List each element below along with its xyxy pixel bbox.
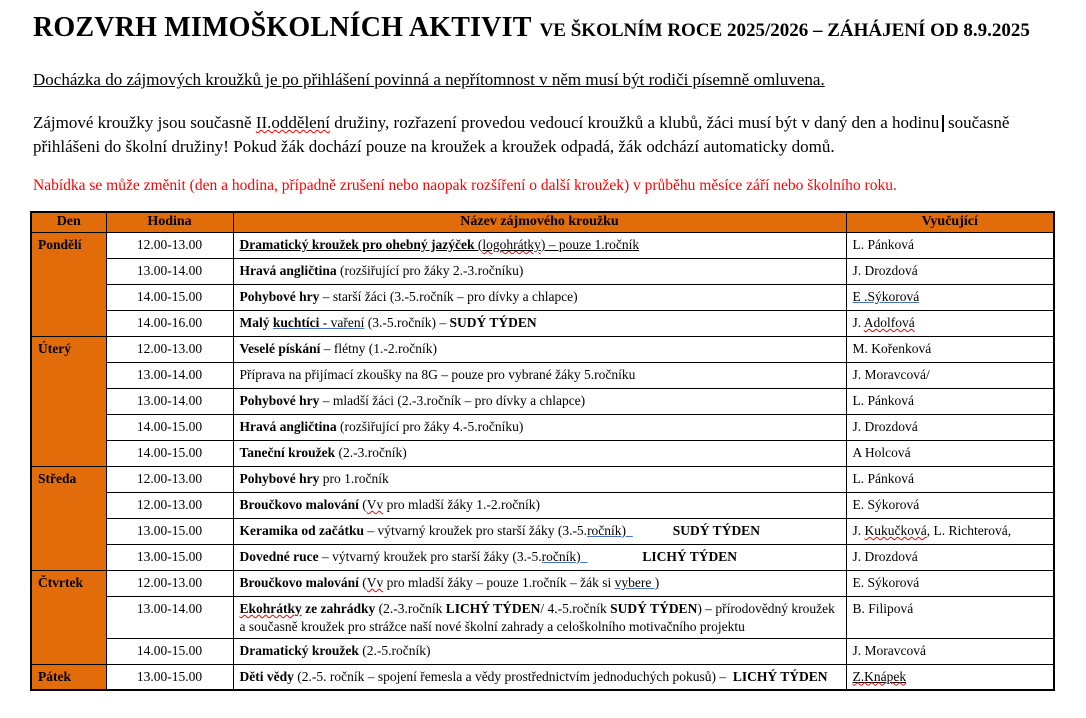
activity-cell — [233, 310, 846, 336]
activity-cell — [233, 544, 846, 570]
table-body — [31, 232, 1054, 690]
text-segment: ( — [358, 496, 367, 512]
time-cell: 13.00-14.00 — [106, 388, 233, 414]
time-cell: 13.00-15.00 — [106, 544, 233, 570]
text-segment: – výtvarný kroužek pro starší žáky (3.-5. — [364, 522, 588, 538]
table-row — [31, 414, 1054, 440]
text-segment: ) – pouze 1.ročník — [540, 236, 640, 252]
text-segment: B. Filipová — [852, 600, 914, 616]
text-segment: Děti vědy — [239, 668, 294, 684]
text-segment: – výtvarný kroužek pro starší žáky (3.-5. — [318, 548, 542, 564]
text-segment: Keramika od začátku — [239, 522, 364, 538]
text-segment: II.oddělení — [255, 113, 330, 133]
activity-cell — [233, 388, 846, 414]
teacher-cell — [846, 258, 1054, 284]
text-segment: pro mladší žáky – pouze 1.ročník – žák si — [383, 574, 615, 590]
title-line — [33, 12, 1053, 44]
text-segment: Příprava na přijímací zkoušky na 8G – pouze pro vybrané žáky 5.ročníku — [239, 366, 636, 382]
header-row — [31, 212, 1054, 233]
schedule-notice: Nabídka se může změnit (den a hodina, případně zrušení nebo naopak rozšíření o další kroužek) v průběhu měsíce září nebo školního roku. — [33, 177, 897, 195]
time-cell: 13.00-14.00 — [106, 258, 233, 284]
teacher-cell — [846, 414, 1054, 440]
text-segment: Veselé pískání — [239, 340, 321, 356]
text-segment: Pohybové hry — [239, 470, 320, 486]
text-segment: LICHÝ TÝDEN — [445, 600, 541, 616]
day-cell--tvrtek: Čtvrtek — [31, 570, 106, 664]
time-cell: 12.00-13.00 — [106, 570, 233, 596]
teacher-cell — [846, 664, 1054, 690]
text-segment: SUDÝ TÝDEN — [672, 522, 760, 538]
table-row — [31, 664, 1054, 690]
text-segment: (2.-3.ročník — [375, 600, 446, 616]
text-segment: J. Drozdová — [852, 548, 918, 564]
table-row — [31, 544, 1054, 570]
activity-cell — [233, 596, 846, 638]
teacher-cell — [846, 570, 1054, 596]
page-title: ROZVRH MIMOŠKOLNÍCH AKTIVIT — [33, 12, 532, 43]
time-cell: 13.00-15.00 — [106, 518, 233, 544]
table-row — [31, 388, 1054, 414]
text-segment: Vv — [366, 574, 384, 590]
text-segment: (2.-5.ročník) — [358, 642, 431, 658]
text-segment: Dovedné ruce — [239, 548, 319, 564]
table-row — [31, 596, 1054, 638]
activity-cell — [233, 492, 846, 518]
text-segment: E. Sýkorová — [852, 496, 920, 512]
table-row — [31, 466, 1054, 492]
text-segment: kuchtíci — [272, 314, 320, 330]
page-subtitle: VE ŠKOLNÍM ROCE 2025/2026 – ZÁHÁJENÍ OD 8.9.2025 — [539, 20, 1030, 41]
text-segment: L. Pánková — [852, 392, 914, 408]
time-cell: 14.00-15.00 — [106, 414, 233, 440]
text-segment: ročník) — [587, 522, 633, 538]
table-row — [31, 362, 1054, 388]
text-segment: SUDÝ TÝDEN — [610, 600, 698, 616]
table-header — [31, 212, 1054, 233]
time-cell: 14.00-15.00 — [106, 284, 233, 310]
text-segment: Pohybové hry — [239, 392, 320, 408]
time-cell: 14.00-16.00 — [106, 310, 233, 336]
text-segment: ( — [358, 574, 367, 590]
text-segment: SUDÝ TÝDEN — [449, 314, 537, 330]
table-row — [31, 638, 1054, 664]
activity-cell — [233, 414, 846, 440]
table-row — [31, 492, 1054, 518]
activity-cell — [233, 518, 846, 544]
time-cell: 12.00-13.00 — [106, 232, 233, 258]
text-segment: LICHÝ TÝDEN — [732, 668, 828, 684]
day-cell--ter-: Úterý — [31, 336, 106, 466]
text-segment: Z.Knápek — [852, 668, 907, 684]
text-segment: Broučkovo malování — [239, 496, 359, 512]
text-segment: pro 1.ročník — [319, 470, 389, 486]
text-segment: L. Pánková — [852, 236, 914, 252]
text-segment: – mladší žáci (2.-3.ročník – pro dívky a chlapce) — [319, 392, 586, 408]
text-segment: Kukučková — [864, 522, 927, 538]
text-segment: E. Sýkorová — [852, 574, 920, 590]
text-segment: (2.-5. ročník – spojení řemesla a vědy prostřednictvím jednoduchých pokusů) – — [293, 668, 733, 684]
time-cell: 12.00-13.00 — [106, 466, 233, 492]
activity-cell — [233, 664, 846, 690]
teacher-cell — [846, 492, 1054, 518]
text-segment: , L. Richterová, — [926, 522, 1012, 538]
table-row — [31, 518, 1054, 544]
text-segment: (2.-3.ročník) — [335, 444, 407, 460]
text-segment: J. — [852, 314, 864, 330]
table-row — [31, 570, 1054, 596]
table-row — [31, 440, 1054, 466]
teacher-cell — [846, 638, 1054, 664]
time-cell: 14.00-15.00 — [106, 638, 233, 664]
text-segment: logohrátky — [482, 236, 541, 252]
teacher-cell — [846, 388, 1054, 414]
activity-cell — [233, 362, 846, 388]
text-segment: (rozšiřující pro žáky 2.-3.ročníku) — [336, 262, 524, 278]
teacher-cell — [846, 518, 1054, 544]
day-cell-p-tek: Pátek — [31, 664, 106, 690]
text-segment: Taneční kroužek — [239, 444, 336, 460]
day-cell-st-eda: Středa — [31, 466, 106, 570]
text-segment: ( — [474, 236, 483, 252]
activity-cell — [233, 440, 846, 466]
activity-cell — [233, 336, 846, 362]
activity-cell — [233, 466, 846, 492]
text-segment: Hravá angličtina — [239, 418, 337, 434]
teacher-cell — [846, 440, 1054, 466]
activity-cell — [233, 284, 846, 310]
text-segment: J. Moravcová — [852, 642, 926, 658]
activity-cell — [233, 258, 846, 284]
text-segment: Dramatický kroužek — [239, 642, 359, 658]
text-segment: – flétny (1.-2.ročník) — [320, 340, 437, 356]
text-segment: J. Moravcová/ — [852, 366, 930, 382]
text-segment: M. Kořenková — [852, 340, 932, 356]
text-segment: Broučkovo malování — [239, 574, 359, 590]
day-cell-pond-l-: Pondělí — [31, 232, 106, 336]
text-segment: (3.-5.ročník) – — [364, 314, 450, 330]
text-segment: Hravá angličtina — [239, 262, 337, 278]
text-segment: vybere ) — [614, 574, 660, 590]
teacher-cell — [846, 596, 1054, 638]
table-row — [31, 258, 1054, 284]
text-segment: L. Pánková — [852, 470, 914, 486]
text-segment: / 4.-5.ročník — [540, 600, 611, 616]
schedule-table — [30, 211, 1055, 691]
text-segment: Zájmové kroužky jsou současně — [33, 113, 256, 133]
text-segment: ročník) — [541, 548, 588, 564]
text-segment: A Holcová — [852, 444, 911, 460]
text-segment: družiny, rozřazení provedou vedoucí kroužků a klubů, žáci musí být v daný den a hodinu — [329, 113, 940, 133]
table-row — [31, 284, 1054, 310]
text-segment: ) – přírodovědný kroužek a současně kroužek pro strážce naší nové školní zahrady a celoškolního motivačního projektu — [239, 600, 835, 634]
teacher-cell — [846, 310, 1054, 336]
teacher-cell — [846, 466, 1054, 492]
table-row — [31, 336, 1054, 362]
teacher-cell — [846, 284, 1054, 310]
time-cell: 14.00-15.00 — [106, 440, 233, 466]
text-segment: J. Drozdová — [852, 418, 918, 434]
text-segment: LICHÝ TÝDEN — [642, 548, 738, 564]
text-segment: J. — [852, 522, 865, 538]
table-row — [31, 232, 1054, 258]
column-header-vyu-uj-c-: Vyučující — [846, 212, 1054, 233]
table-row — [31, 310, 1054, 336]
time-cell: 12.00-13.00 — [106, 492, 233, 518]
text-segment: - vaření — [319, 314, 365, 330]
text-segment: Pohybové hry — [239, 288, 320, 304]
text-segment: Ekohrátky — [239, 600, 302, 616]
activity-cell — [233, 570, 846, 596]
time-cell: 13.00-14.00 — [106, 362, 233, 388]
text-segment: Malý — [239, 314, 273, 330]
activity-cell — [233, 638, 846, 664]
text-segment: ze zahrádky — [301, 600, 376, 616]
column-header-n-zev-z-jmov-ho-krou-ku: Název zájmového kroužku — [233, 212, 846, 233]
time-cell: 13.00-15.00 — [106, 664, 233, 690]
time-cell: 12.00-13.00 — [106, 336, 233, 362]
teacher-cell — [846, 336, 1054, 362]
text-segment: současně přihlášeni do školní družiny! Pokud žák dochází pouze na kroužek a kroužek odpadá, žák odchází automaticky domů. — [33, 113, 1010, 157]
text-segment: pro mladší žáky 1.-2.ročník) — [383, 496, 540, 512]
info-paragraph — [33, 111, 1049, 159]
teacher-cell — [846, 232, 1054, 258]
text-segment: – starší žáci (3.-5.ročník – pro dívky a chlapce) — [319, 288, 578, 304]
text-segment: Dramatický kroužek pro ohebný jazýček — [239, 236, 475, 252]
teacher-cell — [846, 362, 1054, 388]
text-segment: J. Drozdová — [852, 262, 918, 278]
text-segment: Vv — [366, 496, 384, 512]
time-cell: 13.00-14.00 — [106, 596, 233, 638]
text-segment: Adolfová — [863, 314, 915, 330]
text-segment: (rozšiřující pro žáky 4.-5.ročníku) — [336, 418, 524, 434]
activity-cell — [233, 232, 846, 258]
text-segment: E .Sýkorová — [852, 288, 920, 304]
column-header-den: Den — [31, 212, 106, 233]
teacher-cell — [846, 544, 1054, 570]
attendance-note: Docházka do zájmových kroužků je po přihlášení povinná a nepřítomnost v něm musí být rodiči písemně omluvena. — [33, 70, 825, 89]
column-header-hodina: Hodina — [106, 212, 233, 233]
